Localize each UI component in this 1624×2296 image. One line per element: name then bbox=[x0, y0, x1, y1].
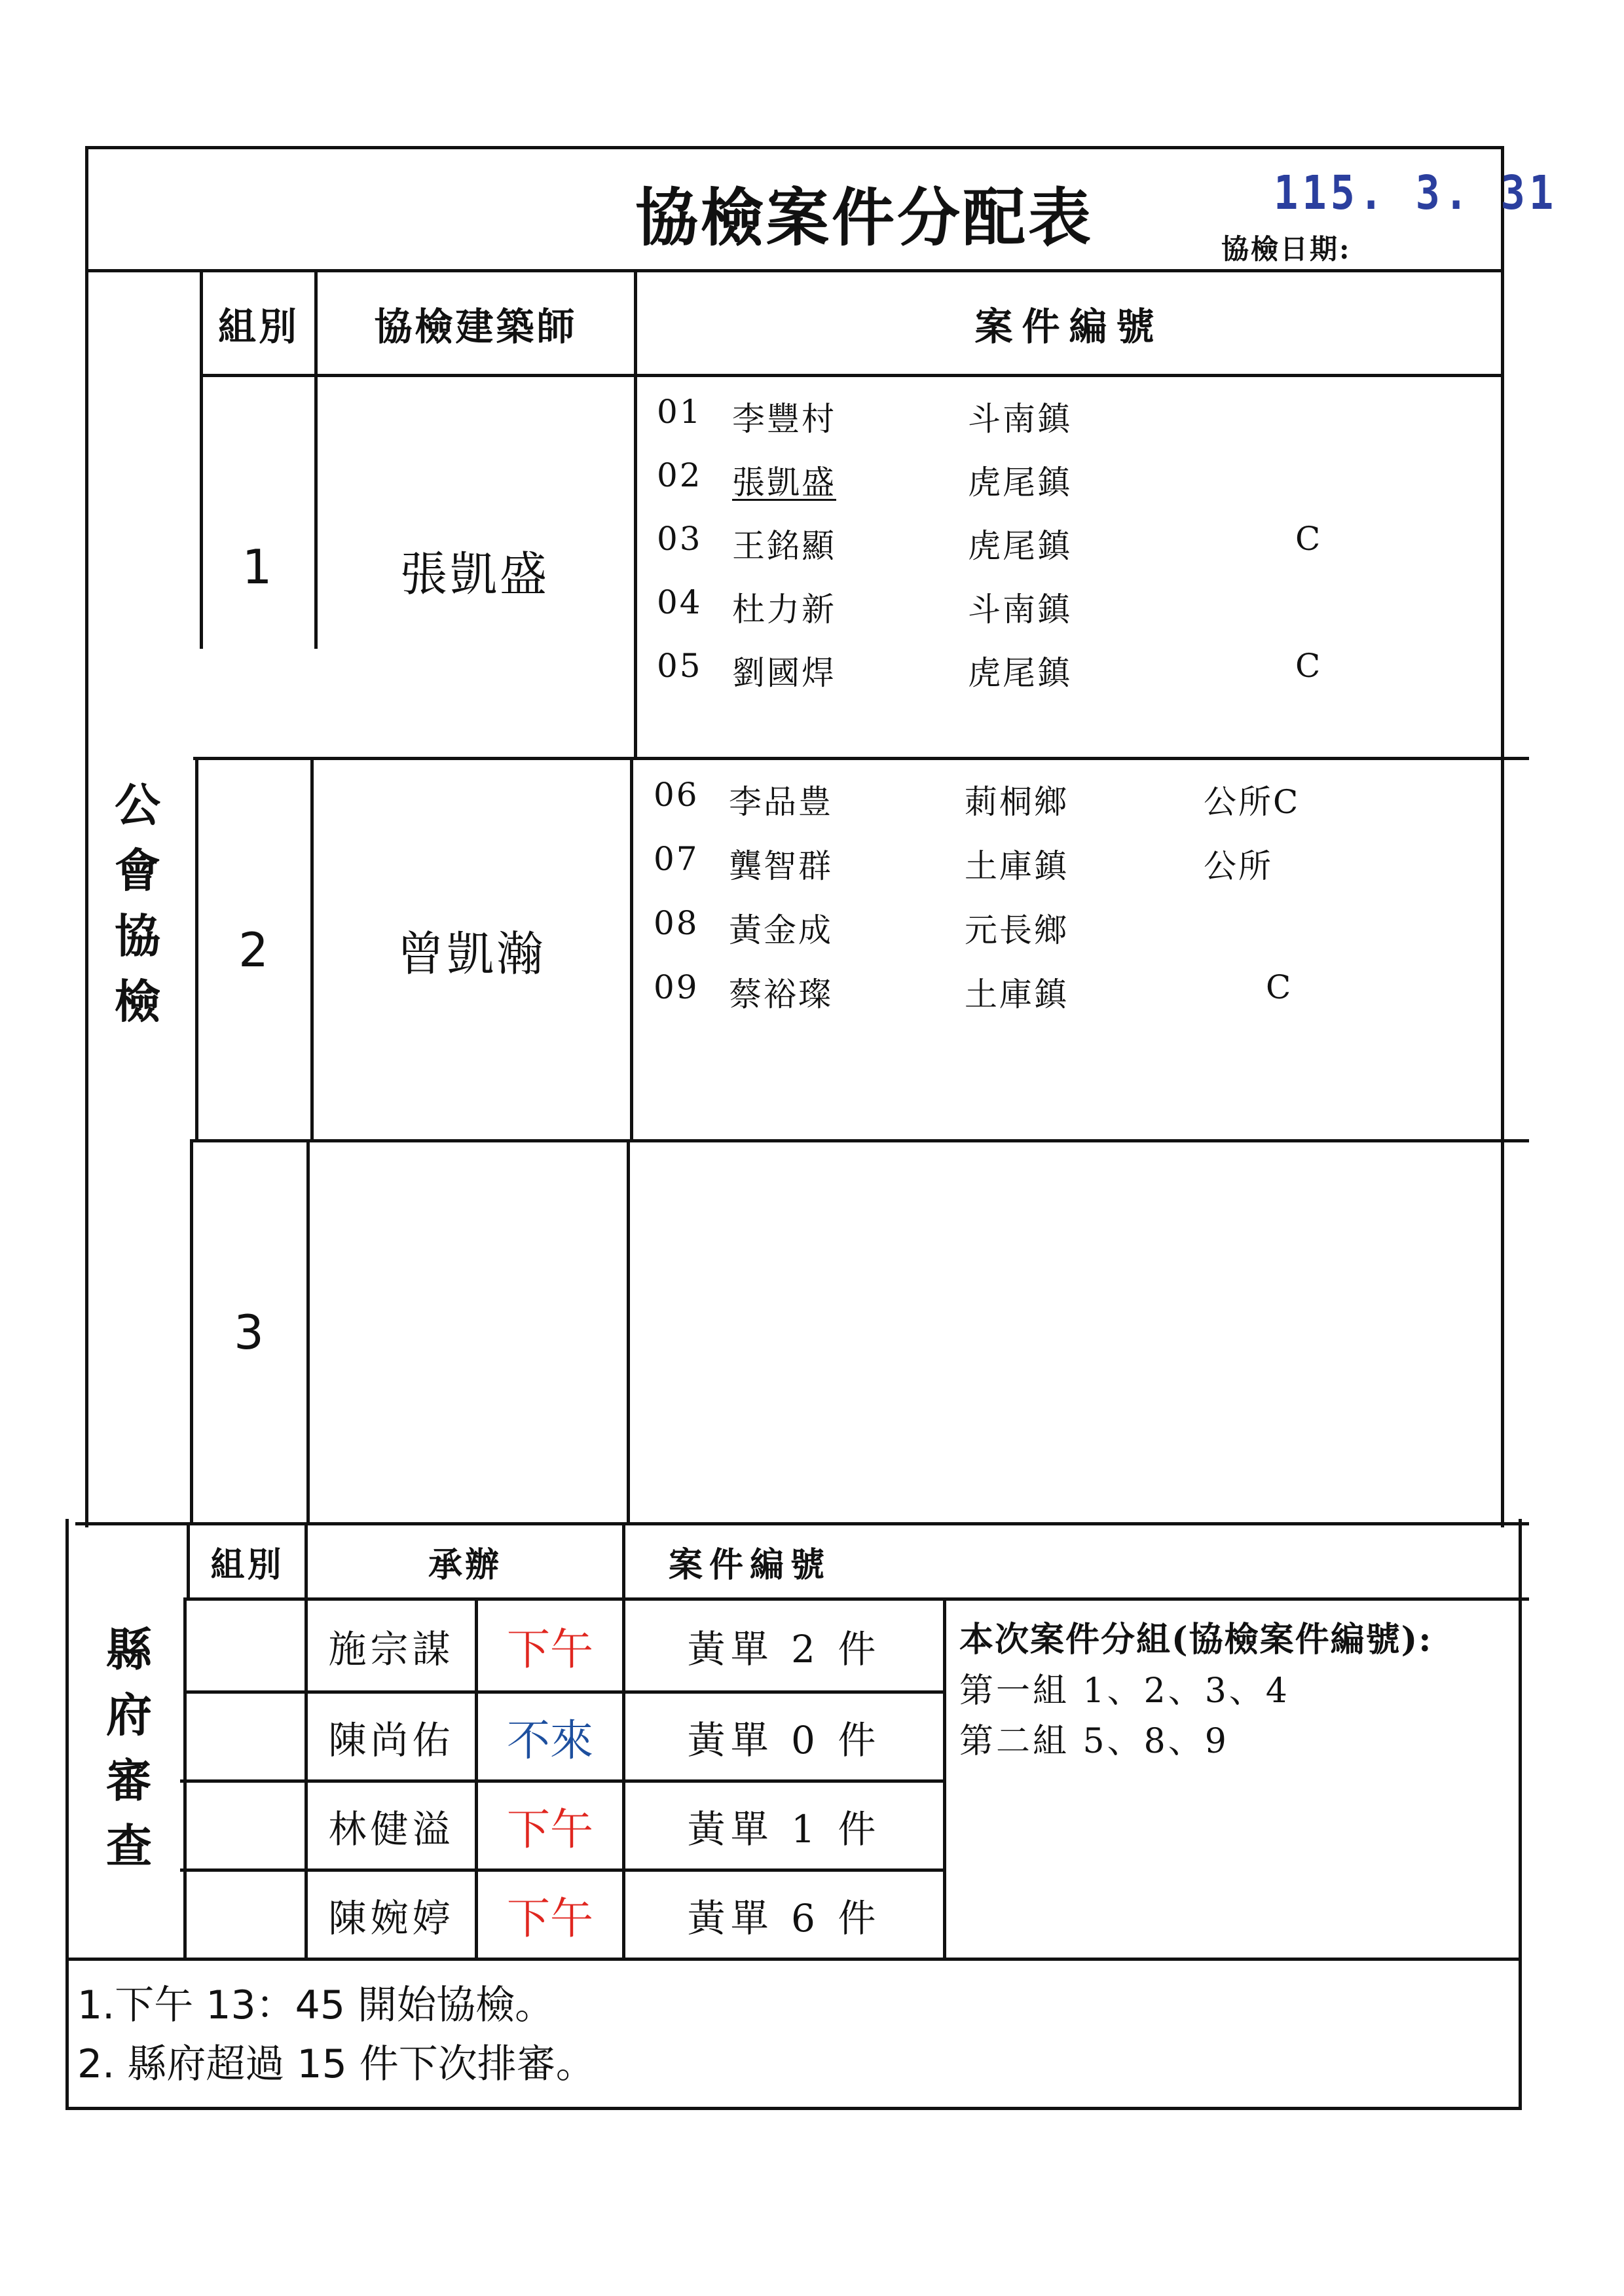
case-applicant: 張凱盛 bbox=[732, 464, 836, 501]
county-section-label: 縣 府 審 查 bbox=[106, 1622, 152, 1873]
officer-name: 施宗謀 bbox=[328, 1626, 454, 1671]
case-town: 斗南鎮 bbox=[968, 400, 1072, 438]
case-note: 公所 bbox=[1204, 847, 1273, 885]
group-2-architect: 曾凱瀚 bbox=[396, 926, 546, 981]
yellow-slip-count: 黃單 2 件 bbox=[687, 1626, 881, 1671]
case-note: C bbox=[1266, 968, 1293, 1006]
case-number: 07 bbox=[654, 840, 699, 878]
case-note: C bbox=[1295, 647, 1323, 685]
case-town: 土庫鎮 bbox=[965, 847, 1069, 885]
case-town: 虎尾鎮 bbox=[968, 654, 1072, 692]
date-label: 協檢日期: bbox=[1221, 233, 1352, 265]
guild-case-header: 案件編號 bbox=[974, 304, 1164, 349]
case-number: 01 bbox=[657, 393, 703, 431]
case-number: 06 bbox=[654, 776, 699, 814]
grouping-note-line: 第二組 5、8、9 bbox=[959, 1722, 1229, 1761]
county-case-header: 案件編號 bbox=[668, 1544, 831, 1585]
case-number: 04 bbox=[657, 583, 703, 621]
group-3-number: 3 bbox=[234, 1305, 264, 1360]
guild-section-label: 公 會 協 檢 bbox=[115, 778, 160, 1029]
group-2-number: 2 bbox=[238, 922, 268, 977]
document-title: 協檢案件分配表 bbox=[635, 180, 1094, 255]
grouping-note-line: 第一組 1、2、3、4 bbox=[959, 1671, 1290, 1711]
grouping-note-title: 本次案件分組(協檢案件編號): bbox=[959, 1620, 1433, 1660]
officer-name: 陳婉婷 bbox=[328, 1895, 454, 1941]
case-town: 元長鄉 bbox=[965, 911, 1069, 949]
yellow-slip-count: 黃單 1 件 bbox=[687, 1806, 881, 1851]
officer-status: 不來 bbox=[507, 1715, 593, 1766]
footer-note-2: 2. 縣府超過 15 件下次排審。 bbox=[77, 2041, 595, 2087]
case-town: 土庫鎮 bbox=[965, 975, 1069, 1013]
case-note: 公所C bbox=[1204, 783, 1301, 821]
case-applicant: 黃金成 bbox=[729, 911, 833, 949]
officer-name: 林健溢 bbox=[328, 1806, 454, 1851]
county-group-header: 組別 bbox=[210, 1545, 284, 1585]
group-3-architect bbox=[310, 1142, 624, 1522]
case-number: 03 bbox=[657, 520, 703, 558]
officer-name: 陳尚佑 bbox=[328, 1717, 454, 1762]
guild-architect-header: 協檢建築師 bbox=[374, 304, 578, 349]
case-town: 莿桐鄉 bbox=[965, 783, 1069, 821]
case-applicant: 王銘顯 bbox=[732, 527, 836, 565]
case-town: 斗南鎮 bbox=[968, 591, 1072, 629]
date-stamp: 115. 3. 31 bbox=[1274, 165, 1558, 221]
yellow-slip-count: 黃單 0 件 bbox=[687, 1717, 881, 1762]
officer-status: 下午 bbox=[507, 1624, 593, 1675]
case-number: 08 bbox=[654, 904, 699, 942]
case-number: 02 bbox=[657, 456, 703, 494]
yellow-slip-count: 黃單 6 件 bbox=[687, 1895, 881, 1941]
case-town: 虎尾鎮 bbox=[968, 527, 1072, 565]
case-applicant: 李豐村 bbox=[732, 400, 836, 438]
guild-group-header: 組別 bbox=[217, 304, 299, 349]
case-number: 09 bbox=[654, 968, 699, 1006]
case-applicant: 李品豊 bbox=[729, 783, 833, 821]
footer-note-1: 1.下午 13：45 開始協檢。 bbox=[77, 1982, 555, 2028]
case-applicant: 龔智群 bbox=[729, 847, 833, 885]
case-applicant: 劉國焊 bbox=[732, 654, 836, 692]
county-handler-header: 承辦 bbox=[428, 1545, 502, 1585]
officer-status: 下午 bbox=[507, 1804, 593, 1855]
case-applicant: 杜力新 bbox=[732, 591, 836, 629]
case-town: 虎尾鎮 bbox=[968, 464, 1072, 501]
case-note: C bbox=[1295, 520, 1323, 558]
case-applicant: 蔡裕璨 bbox=[729, 975, 833, 1013]
officer-status: 下午 bbox=[507, 1893, 593, 1944]
case-number: 05 bbox=[657, 647, 703, 685]
group-1-number: 1 bbox=[242, 539, 272, 594]
group-1-architect: 張凱盛 bbox=[399, 547, 549, 602]
